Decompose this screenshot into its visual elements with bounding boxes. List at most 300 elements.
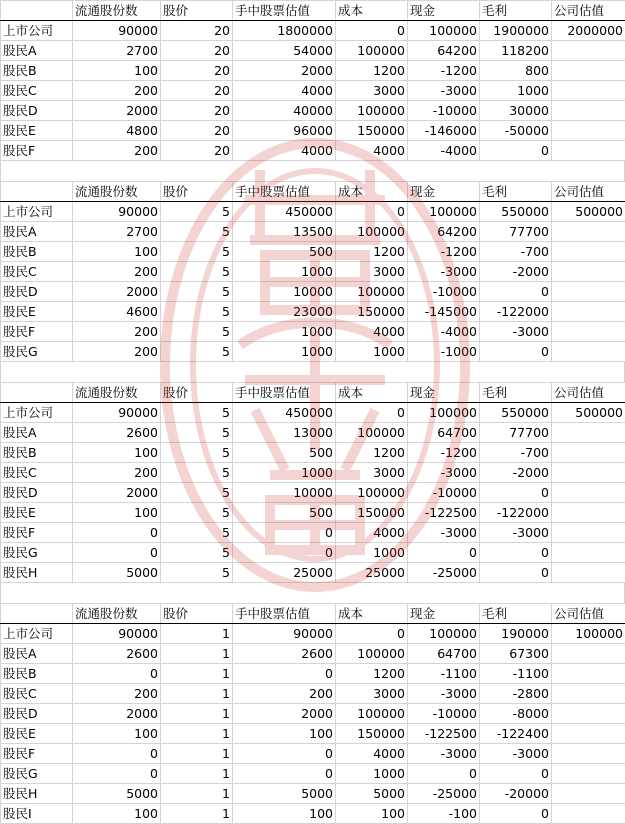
value-cell[interactable]: 1000 bbox=[233, 322, 336, 342]
value-cell[interactable] bbox=[552, 222, 625, 242]
value-cell[interactable]: -700 bbox=[480, 242, 552, 262]
value-cell[interactable]: 100 bbox=[73, 443, 161, 463]
value-cell[interactable]: 1 bbox=[161, 664, 233, 684]
value-cell[interactable]: 23000 bbox=[233, 302, 336, 322]
value-cell[interactable]: 20 bbox=[161, 121, 233, 141]
value-cell[interactable]: 5000 bbox=[233, 784, 336, 804]
value-cell[interactable]: 30000 bbox=[480, 101, 552, 121]
value-cell[interactable]: 1 bbox=[161, 784, 233, 804]
row-label-cell[interactable]: 股民C bbox=[1, 262, 73, 282]
value-cell[interactable]: -20000 bbox=[480, 784, 552, 804]
value-cell[interactable] bbox=[552, 101, 625, 121]
row-label-cell[interactable]: 股民C bbox=[1, 684, 73, 704]
row-label-cell[interactable]: 股民A bbox=[1, 222, 73, 242]
value-cell[interactable]: 4000 bbox=[336, 744, 408, 764]
value-cell[interactable]: -1100 bbox=[408, 664, 480, 684]
value-cell[interactable]: 20 bbox=[161, 61, 233, 81]
value-cell[interactable] bbox=[552, 804, 625, 824]
value-cell[interactable]: 0 bbox=[73, 523, 161, 543]
row-label-cell[interactable]: 股民A bbox=[1, 41, 73, 61]
header-cell[interactable]: 手中股票估值 bbox=[233, 182, 336, 202]
value-cell[interactable]: 100000 bbox=[336, 704, 408, 724]
value-cell[interactable]: 100000 bbox=[336, 101, 408, 121]
value-cell[interactable]: 0 bbox=[73, 744, 161, 764]
value-cell[interactable]: 1900000 bbox=[480, 21, 552, 41]
value-cell[interactable] bbox=[552, 141, 625, 161]
blank-row[interactable] bbox=[0, 583, 625, 603]
value-cell[interactable]: 150000 bbox=[336, 121, 408, 141]
value-cell[interactable] bbox=[552, 81, 625, 101]
header-cell[interactable]: 毛利 bbox=[480, 383, 552, 403]
value-cell[interactable]: 2600 bbox=[73, 423, 161, 443]
value-cell[interactable]: 5 bbox=[161, 322, 233, 342]
value-cell[interactable]: 1 bbox=[161, 744, 233, 764]
header-cell[interactable]: 手中股票估值 bbox=[233, 604, 336, 624]
value-cell[interactable]: 5 bbox=[161, 443, 233, 463]
value-cell[interactable]: 0 bbox=[73, 543, 161, 563]
value-cell[interactable] bbox=[552, 443, 625, 463]
value-cell[interactable]: 200 bbox=[73, 322, 161, 342]
header-cell[interactable]: 毛利 bbox=[480, 1, 552, 21]
value-cell[interactable]: 500 bbox=[233, 503, 336, 523]
value-cell[interactable]: -2000 bbox=[480, 463, 552, 483]
header-cell[interactable]: 手中股票估值 bbox=[233, 383, 336, 403]
value-cell[interactable]: 5 bbox=[161, 523, 233, 543]
value-cell[interactable]: 100 bbox=[233, 724, 336, 744]
value-cell[interactable]: 10000 bbox=[233, 282, 336, 302]
row-label-cell[interactable]: 股民B bbox=[1, 61, 73, 81]
value-cell[interactable]: 4000 bbox=[336, 523, 408, 543]
value-cell[interactable] bbox=[552, 664, 625, 684]
value-cell[interactable]: 5 bbox=[161, 342, 233, 362]
value-cell[interactable]: 1 bbox=[161, 684, 233, 704]
value-cell[interactable]: 100000 bbox=[336, 282, 408, 302]
value-cell[interactable]: 10000 bbox=[233, 483, 336, 503]
header-cell[interactable]: 成本 bbox=[336, 383, 408, 403]
value-cell[interactable]: -700 bbox=[480, 443, 552, 463]
value-cell[interactable]: 1 bbox=[161, 704, 233, 724]
value-cell[interactable] bbox=[552, 784, 625, 804]
header-cell[interactable]: 现金 bbox=[408, 1, 480, 21]
value-cell[interactable]: -10000 bbox=[408, 101, 480, 121]
value-cell[interactable]: 1000 bbox=[336, 764, 408, 784]
row-label-cell[interactable]: 股民B bbox=[1, 443, 73, 463]
value-cell[interactable]: 5 bbox=[161, 423, 233, 443]
value-cell[interactable]: 500 bbox=[233, 443, 336, 463]
value-cell[interactable]: 2700 bbox=[73, 41, 161, 61]
value-cell[interactable]: 200 bbox=[73, 81, 161, 101]
value-cell[interactable]: 100000 bbox=[336, 423, 408, 443]
value-cell[interactable]: -146000 bbox=[408, 121, 480, 141]
value-cell[interactable]: 0 bbox=[73, 764, 161, 784]
value-cell[interactable]: 800 bbox=[480, 61, 552, 81]
value-cell[interactable]: 500000 bbox=[552, 403, 625, 423]
value-cell[interactable]: 0 bbox=[480, 342, 552, 362]
value-cell[interactable]: -3000 bbox=[408, 523, 480, 543]
value-cell[interactable]: 200 bbox=[73, 684, 161, 704]
value-cell[interactable]: 20 bbox=[161, 141, 233, 161]
value-cell[interactable] bbox=[552, 644, 625, 664]
row-label-cell[interactable]: 股民G bbox=[1, 764, 73, 784]
row-label-cell[interactable]: 股民D bbox=[1, 704, 73, 724]
value-cell[interactable]: -3000 bbox=[408, 744, 480, 764]
value-cell[interactable]: 5 bbox=[161, 483, 233, 503]
value-cell[interactable]: 100 bbox=[73, 61, 161, 81]
value-cell[interactable]: 64700 bbox=[408, 644, 480, 664]
header-cell[interactable]: 股价 bbox=[161, 1, 233, 21]
value-cell[interactable]: 5000 bbox=[336, 784, 408, 804]
value-cell[interactable]: 77700 bbox=[480, 222, 552, 242]
value-cell[interactable]: -122500 bbox=[408, 503, 480, 523]
value-cell[interactable]: 1000 bbox=[233, 262, 336, 282]
header-cell[interactable]: 现金 bbox=[408, 383, 480, 403]
value-cell[interactable] bbox=[552, 302, 625, 322]
value-cell[interactable]: 100 bbox=[73, 503, 161, 523]
value-cell[interactable]: 200 bbox=[73, 463, 161, 483]
row-label-cell[interactable]: 股民F bbox=[1, 744, 73, 764]
value-cell[interactable]: 4000 bbox=[336, 141, 408, 161]
value-cell[interactable]: 0 bbox=[480, 483, 552, 503]
value-cell[interactable]: -25000 bbox=[408, 784, 480, 804]
value-cell[interactable]: 64700 bbox=[408, 423, 480, 443]
value-cell[interactable]: 54000 bbox=[233, 41, 336, 61]
header-cell[interactable]: 流通股份数 bbox=[73, 383, 161, 403]
blank-row[interactable] bbox=[0, 362, 625, 382]
value-cell[interactable]: 4000 bbox=[233, 81, 336, 101]
value-cell[interactable]: -3000 bbox=[408, 463, 480, 483]
header-cell[interactable]: 成本 bbox=[336, 1, 408, 21]
value-cell[interactable] bbox=[552, 342, 625, 362]
row-label-cell[interactable]: 股民C bbox=[1, 81, 73, 101]
value-cell[interactable]: 90000 bbox=[73, 624, 161, 644]
value-cell[interactable]: -122500 bbox=[408, 724, 480, 744]
value-cell[interactable]: 500 bbox=[233, 242, 336, 262]
value-cell[interactable]: -3000 bbox=[480, 523, 552, 543]
value-cell[interactable]: -3000 bbox=[408, 262, 480, 282]
value-cell[interactable]: 25000 bbox=[233, 563, 336, 583]
value-cell[interactable]: 0 bbox=[480, 282, 552, 302]
header-cell[interactable]: 毛利 bbox=[480, 182, 552, 202]
value-cell[interactable]: 3000 bbox=[336, 463, 408, 483]
value-cell[interactable]: -1100 bbox=[480, 664, 552, 684]
value-cell[interactable]: 4000 bbox=[233, 141, 336, 161]
value-cell[interactable]: 2000 bbox=[233, 704, 336, 724]
value-cell[interactable]: 1800000 bbox=[233, 21, 336, 41]
value-cell[interactable]: -1200 bbox=[408, 443, 480, 463]
row-label-cell[interactable]: 股民E bbox=[1, 302, 73, 322]
value-cell[interactable]: 96000 bbox=[233, 121, 336, 141]
value-cell[interactable]: 5 bbox=[161, 563, 233, 583]
value-cell[interactable]: -145000 bbox=[408, 302, 480, 322]
value-cell[interactable]: 150000 bbox=[336, 503, 408, 523]
value-cell[interactable]: 200 bbox=[73, 262, 161, 282]
row-label-cell[interactable]: 股民F bbox=[1, 322, 73, 342]
row-label-cell[interactable]: 股民H bbox=[1, 784, 73, 804]
header-cell[interactable] bbox=[1, 1, 73, 21]
header-cell[interactable]: 流通股份数 bbox=[73, 182, 161, 202]
value-cell[interactable]: 25000 bbox=[336, 563, 408, 583]
value-cell[interactable]: 450000 bbox=[233, 403, 336, 423]
value-cell[interactable]: -4000 bbox=[408, 141, 480, 161]
value-cell[interactable]: -25000 bbox=[408, 563, 480, 583]
value-cell[interactable]: 3000 bbox=[336, 262, 408, 282]
value-cell[interactable]: -10000 bbox=[408, 483, 480, 503]
value-cell[interactable] bbox=[552, 242, 625, 262]
value-cell[interactable]: 20 bbox=[161, 101, 233, 121]
value-cell[interactable]: 20 bbox=[161, 21, 233, 41]
value-cell[interactable]: 100 bbox=[336, 804, 408, 824]
value-cell[interactable]: 100000 bbox=[408, 202, 480, 222]
value-cell[interactable]: 2000 bbox=[73, 704, 161, 724]
value-cell[interactable]: 1000 bbox=[233, 463, 336, 483]
value-cell[interactable] bbox=[552, 724, 625, 744]
value-cell[interactable]: -1200 bbox=[408, 242, 480, 262]
row-label-cell[interactable]: 上市公司 bbox=[1, 202, 73, 222]
header-cell[interactable]: 公司估值 bbox=[552, 1, 625, 21]
value-cell[interactable]: 20 bbox=[161, 41, 233, 61]
value-cell[interactable]: 500000 bbox=[552, 202, 625, 222]
value-cell[interactable]: 5 bbox=[161, 242, 233, 262]
value-cell[interactable]: 100 bbox=[73, 724, 161, 744]
value-cell[interactable]: 2000000 bbox=[552, 21, 625, 41]
header-cell[interactable] bbox=[1, 383, 73, 403]
value-cell[interactable]: 550000 bbox=[480, 202, 552, 222]
header-cell[interactable]: 股价 bbox=[161, 182, 233, 202]
value-cell[interactable]: 5 bbox=[161, 463, 233, 483]
header-cell[interactable]: 公司估值 bbox=[552, 604, 625, 624]
header-cell[interactable] bbox=[1, 604, 73, 624]
value-cell[interactable]: 1000 bbox=[233, 342, 336, 362]
row-label-cell[interactable]: 股民H bbox=[1, 563, 73, 583]
row-label-cell[interactable]: 股民F bbox=[1, 141, 73, 161]
value-cell[interactable]: 5000 bbox=[73, 784, 161, 804]
value-cell[interactable]: 0 bbox=[336, 624, 408, 644]
row-label-cell[interactable]: 股民B bbox=[1, 664, 73, 684]
value-cell[interactable]: 5 bbox=[161, 202, 233, 222]
value-cell[interactable]: 5 bbox=[161, 262, 233, 282]
value-cell[interactable]: 0 bbox=[480, 543, 552, 563]
row-label-cell[interactable]: 股民D bbox=[1, 282, 73, 302]
value-cell[interactable]: 100000 bbox=[552, 624, 625, 644]
value-cell[interactable]: -122000 bbox=[480, 302, 552, 322]
value-cell[interactable]: 2000 bbox=[73, 483, 161, 503]
value-cell[interactable] bbox=[552, 503, 625, 523]
value-cell[interactable]: 1200 bbox=[336, 664, 408, 684]
value-cell[interactable]: 0 bbox=[480, 804, 552, 824]
value-cell[interactable]: -3000 bbox=[408, 81, 480, 101]
value-cell[interactable]: 5000 bbox=[73, 563, 161, 583]
row-label-cell[interactable]: 股民E bbox=[1, 121, 73, 141]
value-cell[interactable]: 1 bbox=[161, 644, 233, 664]
value-cell[interactable]: 3000 bbox=[336, 81, 408, 101]
value-cell[interactable]: 4000 bbox=[336, 322, 408, 342]
value-cell[interactable]: 1200 bbox=[336, 242, 408, 262]
value-cell[interactable]: -100 bbox=[408, 804, 480, 824]
value-cell[interactable]: 5 bbox=[161, 503, 233, 523]
value-cell[interactable]: 150000 bbox=[336, 724, 408, 744]
value-cell[interactable]: 2000 bbox=[73, 101, 161, 121]
value-cell[interactable]: 100000 bbox=[336, 483, 408, 503]
value-cell[interactable] bbox=[552, 744, 625, 764]
row-label-cell[interactable]: 股民I bbox=[1, 804, 73, 824]
value-cell[interactable]: 0 bbox=[233, 543, 336, 563]
value-cell[interactable] bbox=[552, 483, 625, 503]
value-cell[interactable]: 3000 bbox=[336, 684, 408, 704]
header-cell[interactable]: 公司估值 bbox=[552, 383, 625, 403]
value-cell[interactable]: 190000 bbox=[480, 624, 552, 644]
value-cell[interactable]: 5 bbox=[161, 222, 233, 242]
value-cell[interactable] bbox=[552, 423, 625, 443]
value-cell[interactable] bbox=[552, 463, 625, 483]
value-cell[interactable]: 0 bbox=[336, 202, 408, 222]
value-cell[interactable]: 0 bbox=[73, 664, 161, 684]
value-cell[interactable]: 100000 bbox=[336, 41, 408, 61]
value-cell[interactable]: 1000 bbox=[336, 342, 408, 362]
value-cell[interactable]: 118200 bbox=[480, 41, 552, 61]
header-cell[interactable]: 现金 bbox=[408, 182, 480, 202]
header-cell[interactable]: 股价 bbox=[161, 383, 233, 403]
value-cell[interactable] bbox=[552, 764, 625, 784]
value-cell[interactable]: 1200 bbox=[336, 61, 408, 81]
row-label-cell[interactable]: 股民E bbox=[1, 503, 73, 523]
value-cell[interactable]: 2700 bbox=[73, 222, 161, 242]
value-cell[interactable]: -8000 bbox=[480, 704, 552, 724]
value-cell[interactable]: 2600 bbox=[233, 644, 336, 664]
value-cell[interactable]: -3000 bbox=[480, 744, 552, 764]
value-cell[interactable]: 0 bbox=[408, 543, 480, 563]
value-cell[interactable]: 550000 bbox=[480, 403, 552, 423]
value-cell[interactable] bbox=[552, 61, 625, 81]
value-cell[interactable]: -10000 bbox=[408, 282, 480, 302]
row-label-cell[interactable]: 上市公司 bbox=[1, 403, 73, 423]
row-label-cell[interactable]: 股民F bbox=[1, 523, 73, 543]
value-cell[interactable]: -50000 bbox=[480, 121, 552, 141]
value-cell[interactable]: 90000 bbox=[73, 403, 161, 423]
value-cell[interactable]: 0 bbox=[336, 403, 408, 423]
row-label-cell[interactable]: 股民E bbox=[1, 724, 73, 744]
value-cell[interactable]: 0 bbox=[408, 764, 480, 784]
value-cell[interactable]: -2000 bbox=[480, 262, 552, 282]
value-cell[interactable] bbox=[552, 121, 625, 141]
value-cell[interactable] bbox=[552, 543, 625, 563]
value-cell[interactable]: 2000 bbox=[73, 282, 161, 302]
value-cell[interactable]: 2600 bbox=[73, 644, 161, 664]
value-cell[interactable]: -1000 bbox=[408, 342, 480, 362]
value-cell[interactable]: 5 bbox=[161, 282, 233, 302]
header-cell[interactable]: 成本 bbox=[336, 604, 408, 624]
value-cell[interactable]: -4000 bbox=[408, 322, 480, 342]
value-cell[interactable]: 100000 bbox=[336, 644, 408, 664]
header-cell[interactable]: 手中股票估值 bbox=[233, 1, 336, 21]
value-cell[interactable]: -122400 bbox=[480, 724, 552, 744]
value-cell[interactable]: 100000 bbox=[336, 222, 408, 242]
row-label-cell[interactable]: 股民A bbox=[1, 423, 73, 443]
value-cell[interactable]: 90000 bbox=[73, 202, 161, 222]
value-cell[interactable]: 5 bbox=[161, 543, 233, 563]
value-cell[interactable]: 90000 bbox=[233, 624, 336, 644]
value-cell[interactable]: 64200 bbox=[408, 222, 480, 242]
value-cell[interactable]: 67300 bbox=[480, 644, 552, 664]
header-cell[interactable]: 成本 bbox=[336, 182, 408, 202]
row-label-cell[interactable]: 上市公司 bbox=[1, 21, 73, 41]
header-cell[interactable]: 现金 bbox=[408, 604, 480, 624]
value-cell[interactable]: -122000 bbox=[480, 503, 552, 523]
value-cell[interactable] bbox=[552, 563, 625, 583]
value-cell[interactable]: 0 bbox=[233, 523, 336, 543]
value-cell[interactable]: 4800 bbox=[73, 121, 161, 141]
value-cell[interactable]: 2000 bbox=[233, 61, 336, 81]
header-cell[interactable]: 毛利 bbox=[480, 604, 552, 624]
row-label-cell[interactable]: 上市公司 bbox=[1, 624, 73, 644]
value-cell[interactable]: 0 bbox=[480, 141, 552, 161]
value-cell[interactable]: 0 bbox=[480, 764, 552, 784]
value-cell[interactable]: -1200 bbox=[408, 61, 480, 81]
header-cell[interactable]: 流通股份数 bbox=[73, 604, 161, 624]
row-label-cell[interactable]: 股民D bbox=[1, 483, 73, 503]
value-cell[interactable]: 100000 bbox=[408, 21, 480, 41]
row-label-cell[interactable]: 股民A bbox=[1, 644, 73, 664]
value-cell[interactable] bbox=[552, 684, 625, 704]
row-label-cell[interactable]: 股民D bbox=[1, 101, 73, 121]
value-cell[interactable] bbox=[552, 41, 625, 61]
value-cell[interactable]: 77700 bbox=[480, 423, 552, 443]
header-cell[interactable]: 股价 bbox=[161, 604, 233, 624]
value-cell[interactable]: 1 bbox=[161, 764, 233, 784]
value-cell[interactable]: 1200 bbox=[336, 443, 408, 463]
value-cell[interactable]: 0 bbox=[233, 764, 336, 784]
value-cell[interactable]: 1000 bbox=[336, 543, 408, 563]
header-cell[interactable]: 公司估值 bbox=[552, 182, 625, 202]
value-cell[interactable]: -10000 bbox=[408, 704, 480, 724]
value-cell[interactable]: -2800 bbox=[480, 684, 552, 704]
value-cell[interactable]: 5 bbox=[161, 302, 233, 322]
value-cell[interactable]: 0 bbox=[336, 21, 408, 41]
value-cell[interactable]: 0 bbox=[233, 664, 336, 684]
value-cell[interactable]: 13500 bbox=[233, 222, 336, 242]
value-cell[interactable]: 0 bbox=[480, 563, 552, 583]
value-cell[interactable] bbox=[552, 282, 625, 302]
value-cell[interactable]: 100000 bbox=[408, 403, 480, 423]
value-cell[interactable]: 200 bbox=[73, 342, 161, 362]
row-label-cell[interactable]: 股民G bbox=[1, 342, 73, 362]
header-cell[interactable]: 流通股份数 bbox=[73, 1, 161, 21]
value-cell[interactable]: 0 bbox=[233, 744, 336, 764]
value-cell[interactable]: 200 bbox=[233, 684, 336, 704]
value-cell[interactable]: 90000 bbox=[73, 21, 161, 41]
header-cell[interactable] bbox=[1, 182, 73, 202]
value-cell[interactable] bbox=[552, 322, 625, 342]
value-cell[interactable]: 13000 bbox=[233, 423, 336, 443]
value-cell[interactable]: -3000 bbox=[480, 322, 552, 342]
value-cell[interactable] bbox=[552, 704, 625, 724]
value-cell[interactable]: 1000 bbox=[480, 81, 552, 101]
value-cell[interactable]: 5 bbox=[161, 403, 233, 423]
value-cell[interactable] bbox=[552, 262, 625, 282]
value-cell[interactable] bbox=[552, 523, 625, 543]
value-cell[interactable]: 20 bbox=[161, 81, 233, 101]
row-label-cell[interactable]: 股民B bbox=[1, 242, 73, 262]
value-cell[interactable]: 1 bbox=[161, 724, 233, 744]
value-cell[interactable]: 4600 bbox=[73, 302, 161, 322]
row-label-cell[interactable]: 股民C bbox=[1, 463, 73, 483]
row-label-cell[interactable]: 股民G bbox=[1, 543, 73, 563]
value-cell[interactable]: 100 bbox=[73, 242, 161, 262]
value-cell[interactable]: 40000 bbox=[233, 101, 336, 121]
value-cell[interactable]: 1 bbox=[161, 804, 233, 824]
value-cell[interactable]: 100000 bbox=[408, 624, 480, 644]
value-cell[interactable]: 100 bbox=[73, 804, 161, 824]
value-cell[interactable]: 200 bbox=[73, 141, 161, 161]
